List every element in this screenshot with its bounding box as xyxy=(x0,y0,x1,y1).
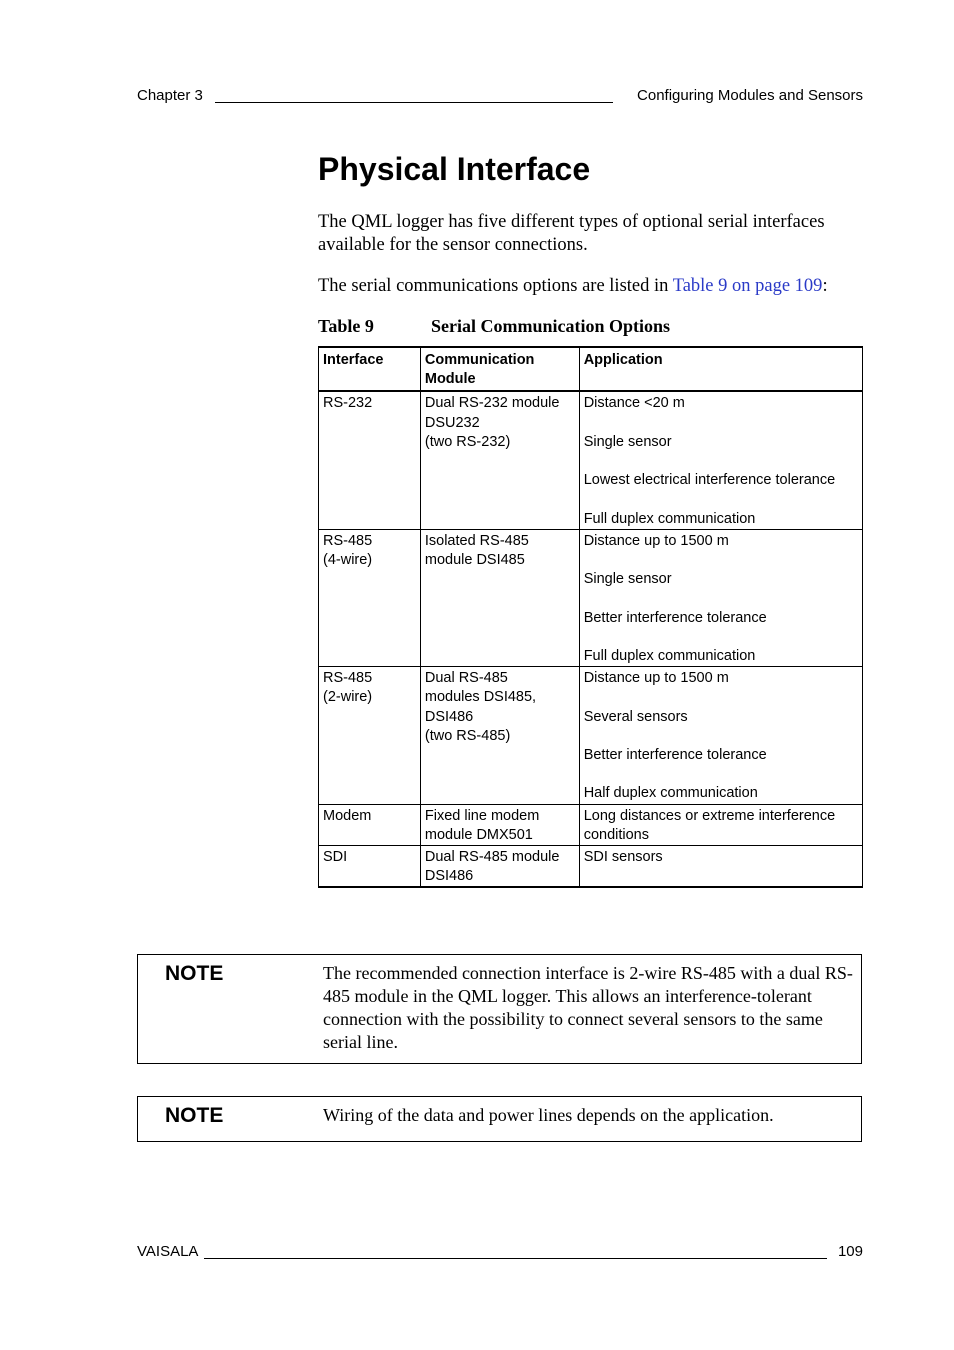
cell-interface xyxy=(319,804,421,845)
table-title: Serial Communication Options xyxy=(431,316,671,336)
page-header xyxy=(137,86,863,106)
cell-line: module DMX501 xyxy=(424,826,533,843)
line-gap xyxy=(584,628,858,647)
chapter-label: Chapter 3 xyxy=(137,87,203,104)
table-header-row xyxy=(319,347,863,391)
cell-module xyxy=(420,667,579,804)
line-gap xyxy=(584,414,858,433)
cell-line: (2-wire) xyxy=(323,689,373,706)
table-number: Table 9 xyxy=(318,316,374,336)
table-row xyxy=(319,529,863,666)
cell-interface xyxy=(319,529,421,666)
cell-line: Lowest electrical interference tolerance xyxy=(583,472,836,489)
cell-module xyxy=(420,391,579,529)
cell-line: Distance up to 1500 m xyxy=(583,670,729,687)
cell-line: RS-485 xyxy=(323,670,373,687)
cell-application xyxy=(579,667,862,804)
cell-line: Single sensor xyxy=(583,571,672,588)
page-number: 109 xyxy=(837,1243,863,1260)
intro-paragraph: The QML logger has five different types of optional serial interfaces available for the sensor connections. xyxy=(318,212,825,255)
cell-interface xyxy=(319,391,421,529)
reference-colon: : xyxy=(822,276,828,296)
table-row xyxy=(319,845,863,887)
cell-line: Single sensor xyxy=(583,433,672,450)
cell-line: RS-485 xyxy=(323,532,373,549)
cell-module xyxy=(420,804,579,845)
line-gap xyxy=(584,589,858,608)
note-label: NOTE xyxy=(165,1104,224,1127)
header-interface: Interface xyxy=(319,347,421,391)
cell-line: Several sensors xyxy=(583,708,688,725)
table-row xyxy=(319,804,863,845)
table-row xyxy=(319,667,863,804)
cell-line: (two RS-232) xyxy=(424,433,511,450)
section-label: Configuring Modules and Sensors xyxy=(637,87,863,104)
cell-line: Better interference tolerance xyxy=(583,609,767,626)
line-gap xyxy=(584,688,858,707)
header-module: Communication Module xyxy=(420,347,579,391)
cell-line: Isolated RS-485 xyxy=(424,532,529,549)
company-name: VAISALA xyxy=(137,1243,199,1260)
cell-line: Dual RS-485 module xyxy=(424,848,560,865)
note-text: Wiring of the data and power lines depends on the application. xyxy=(323,1105,774,1125)
cell-line: Better interference tolerance xyxy=(583,746,767,763)
line-gap xyxy=(584,551,858,570)
cell-line: Dual RS-232 module xyxy=(424,395,560,412)
cell-line: Distance <20 m xyxy=(583,395,685,412)
cell-interface xyxy=(319,845,421,887)
cell-line: RS-232 xyxy=(323,395,373,412)
cell-application xyxy=(579,804,862,845)
cell-module xyxy=(420,845,579,887)
cell-interface xyxy=(319,667,421,804)
line-gap xyxy=(584,490,858,509)
cell-application xyxy=(579,529,862,666)
cell-line: (4-wire) xyxy=(323,551,373,568)
cell-line: Modem xyxy=(323,807,372,824)
table-row xyxy=(319,391,863,529)
line-gap xyxy=(584,452,858,471)
cell-line: DSI486 xyxy=(424,868,474,885)
note-box xyxy=(137,1096,862,1142)
note-label: NOTE xyxy=(165,962,224,985)
table-9-link[interactable]: Table 9 on page 109 xyxy=(672,276,823,296)
reference-text: The serial communications options are listed in xyxy=(318,276,673,296)
cell-line: Half duplex communication xyxy=(583,785,758,802)
cell-application xyxy=(579,391,862,529)
cell-line: SDI xyxy=(323,848,348,865)
cell-line: module DSI485 xyxy=(424,551,525,568)
line-gap xyxy=(584,727,858,746)
note-box xyxy=(137,954,862,1064)
cell-line: modules DSI485, xyxy=(424,689,537,706)
page-title: Physical Interface xyxy=(318,151,591,187)
header-rule xyxy=(215,102,613,103)
note-text: The recommended connection interface is 2-wire RS-485 with a dual RS-485 module in the QML logger. This allows an interference-tolerant connection with the possibility to connect several sensors to the same serial line. xyxy=(323,963,853,1052)
cell-line: (two RS-485) xyxy=(424,727,511,744)
table-body xyxy=(319,391,863,887)
footer-rule xyxy=(204,1258,827,1259)
table-reference-paragraph xyxy=(318,275,863,298)
cell-application xyxy=(579,845,862,887)
serial-options-table xyxy=(318,346,863,888)
cell-line: DSI486 xyxy=(424,708,474,725)
line-gap xyxy=(584,765,858,784)
cell-line: Full duplex communication xyxy=(583,510,756,527)
cell-line: Distance up to 1500 m xyxy=(583,532,729,549)
cell-line: Dual RS-485 xyxy=(424,670,508,687)
cell-line: SDI sensors xyxy=(583,848,663,865)
cell-line: Fixed line modem xyxy=(424,807,540,824)
cell-line: DSU232 xyxy=(424,414,480,431)
cell-line: Long distances or extreme interference conditions xyxy=(583,807,840,843)
cell-module xyxy=(420,529,579,666)
cell-line: Full duplex communication xyxy=(583,647,756,664)
page-footer xyxy=(137,1242,863,1262)
header-application: Application xyxy=(579,347,862,391)
